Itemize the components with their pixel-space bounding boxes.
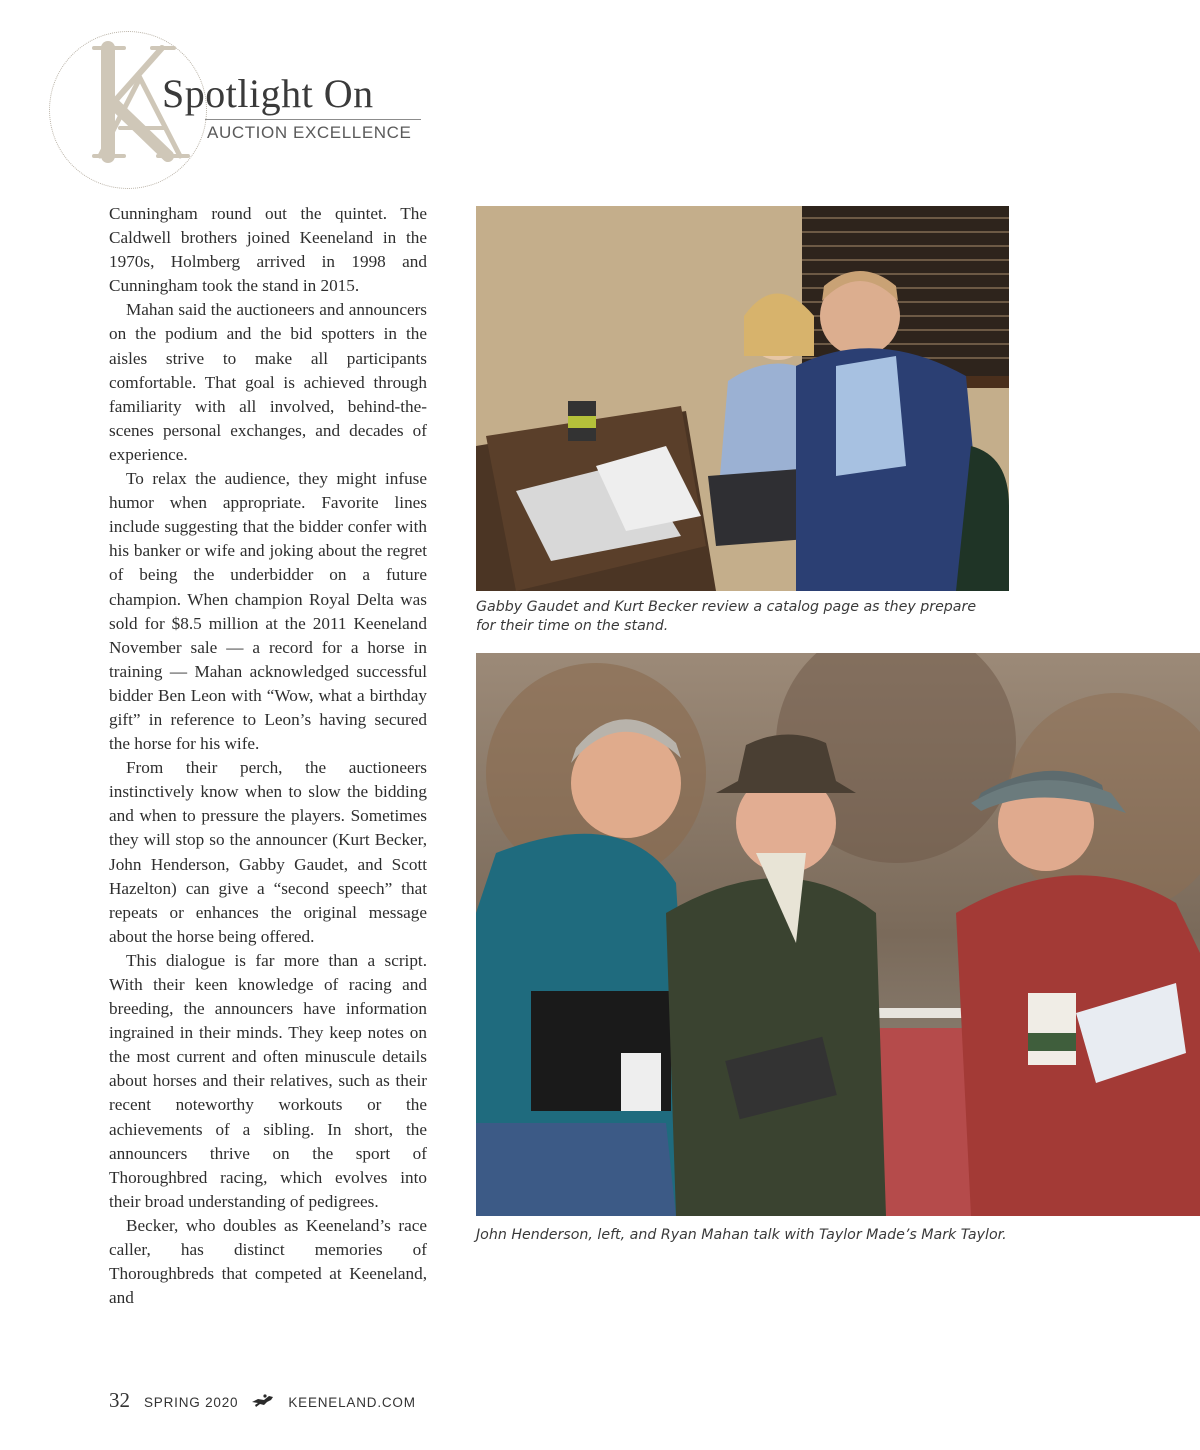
photo-three-men-talking [476, 653, 1200, 1216]
article-paragraph: This dialogue is far more than a script. With their keen knowledge of racing and breeding, the announcers have information ingrained in their minds. They keep notes on the most current and often minuscule details about horses and their relatives, such as their recent noteworthy workouts or the achievements of a sibling. In short, the announcers thrive on the sport of Thoroughbred racing, which evolves into their broad understanding of pedigrees. [109, 950, 427, 1211]
header-divider [205, 119, 421, 120]
article-paragraph: Becker, who doubles as Keeneland’s race caller, has distinct memories of Thoroughbreds that competed at Keeneland, and [109, 1215, 427, 1308]
section-title: Spotlight On [162, 71, 374, 116]
article-paragraph: To relax the audience, they might infuse humor when appropriate. Favorite lines include suggesting that the bidder confer with his banker or wife and joking about the regret of being the underbidder on a future champion. When champion Royal Delta was sold for $8.5 million at the 2011 Keeneland November sale — a record for a horse in training — Mahan acknowledged successful bidder Ben Leon with “Wow, what a birthday gift” in reference to Leon’s having secured the horse for his wife. [109, 469, 427, 754]
photo-caption: John Henderson, left, and Ryan Mahan talk with Taylor Made’s Mark Taylor. [476, 1227, 1007, 1243]
horse-and-jockey-icon [250, 1393, 276, 1409]
article-paragraph: Cunningham round out the quintet. The Caldwell brothers joined Keeneland in the 1970s, Holmberg arrived in 1998 and Cunningham took the stand in 2015. [109, 204, 427, 296]
page-number: 32 [109, 1388, 130, 1412]
article-body [109, 202, 427, 1310]
website-label: KEENELAND.COM [288, 1395, 416, 1410]
issue-label: SPRING 2020 [144, 1395, 239, 1410]
page-footer [109, 1388, 416, 1413]
section-subtitle: AUCTION EXCELLENCE [207, 123, 412, 142]
article-paragraph: Mahan said the auctioneers and announcers on the podium and the bid spotters in the aisles strive to make all participants comfortable. That goal is achieved through familiarity with all involved, behind-the-scenes personal exchanges, and decades of experience. [109, 300, 427, 464]
photo-caption: Gabby Gaudet and Kurt Becker review a catalog page as they prepare for their time on the stand. [476, 599, 977, 634]
article-paragraph: From their perch, the auctioneers instinctively know when to slow the bidding and when to pressure the players. Sometimes they will stop so the announcer (Kurt Becker, John Henderson, Gabby Gaudet, and Scott Hazelton) can give a “second speech” that repeats or enhances the original message about the horse being offered. [109, 758, 427, 946]
photo-catalog-review [476, 206, 1009, 591]
